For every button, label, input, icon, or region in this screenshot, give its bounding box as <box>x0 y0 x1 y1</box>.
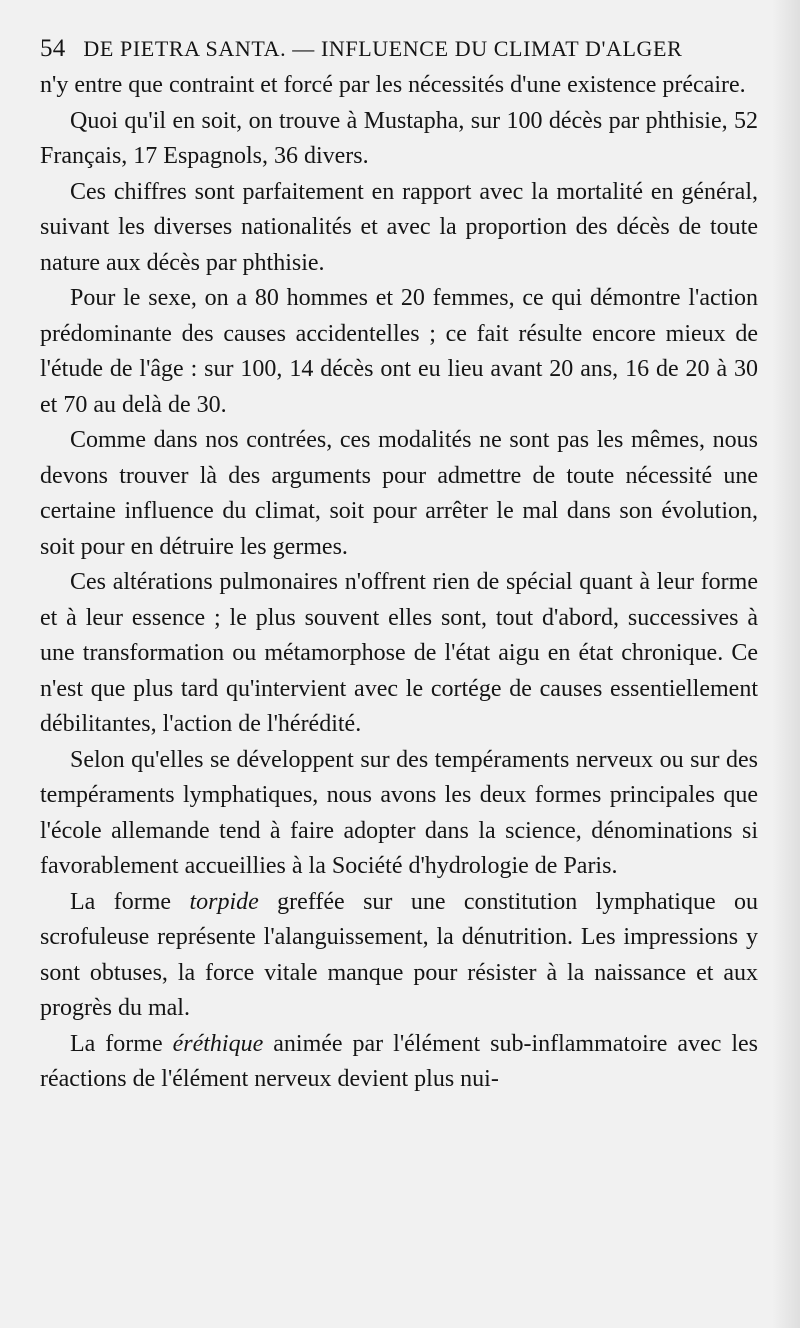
term-torpide: torpide <box>189 888 259 915</box>
paragraph-1: n'y entre que contraint et forcé par les nécessités d'une existence précaire. <box>40 72 746 98</box>
paragraph-2: Quoi qu'il en soit, on trouve à Mustapha, sur 100 décès par phthisie, 52 Français, 17 Espagnols, 36 divers. <box>40 107 758 169</box>
running-head: DE PIETRA SANTA. — INFLUENCE DU CLIMAT D'ALGER <box>83 36 683 61</box>
term-erethique: éréthique <box>172 1030 264 1057</box>
body-text <box>40 68 758 1098</box>
paragraph-3: Ces chiffres sont parfaitement en rapport avec la mortalité en général, suivant les diverses nationalités et avec la proportion des décès de toute nature aux décès par phthisie. <box>40 178 758 276</box>
paragraph-8-lead: La forme <box>70 888 190 915</box>
paragraph-9 <box>40 1027 758 1098</box>
paragraph-5: Comme dans nos contrées, ces modalités ne sont pas les mêmes, nous devons trouver là des arguments pour admettre de toute nécessité une certaine influence du climat, soit pour arrêter le mal dans son évolution, soit pour en détruire les germes. <box>40 427 758 560</box>
paragraph-4: Pour le sexe, on a 80 hommes et 20 femmes, ce qui démontre l'action prédominante des causes accidentelles ; ce fait résulte encore mieux de l'étude de l'âge : sur 100, 14 décès ont eu lieu avant 20 ans, 16 de 20 à 30 et 70 au delà de 30. <box>40 285 758 418</box>
page-number: 54 <box>40 35 66 62</box>
paragraph-9-lead: La forme <box>70 1030 173 1057</box>
paragraph-8 <box>40 885 758 1027</box>
paragraph-7: Selon qu'elles se développent sur des tempéraments nerveux ou sur des tempéraments lymphatiques, nous avons les deux formes principales que l'école allemande tend à faire adopter dans la science, dénominations si favorablement accueillies à la Société d'hydrologie de Paris. <box>40 746 758 879</box>
paragraph-8-rest: greffée sur une constitution lymphatique ou scrofuleuse représente l'alanguissement, la dénutrition. Les impressions y sont obtuses, la force vitale manque pour résister à la naissance et aux progrès du mal. <box>40 888 758 1021</box>
paragraph-9-rest: animée par l'élément sub-inflammatoire avec les réactions de l'élément nerveux devient plus nui- <box>40 1030 758 1092</box>
paragraph-6: Ces altérations pulmonaires n'offrent rien de spécial quant à leur forme et à leur essence ; le plus souvent elles sont, tout d'abord, successives à une transformation ou métamorphose de l'état aigu en état chronique. Ce n'est que plus tard qu'intervient avec le cortége de causes essentiellement débilitantes, l'action de l'hérédité. <box>40 569 758 737</box>
page-header <box>40 34 758 68</box>
